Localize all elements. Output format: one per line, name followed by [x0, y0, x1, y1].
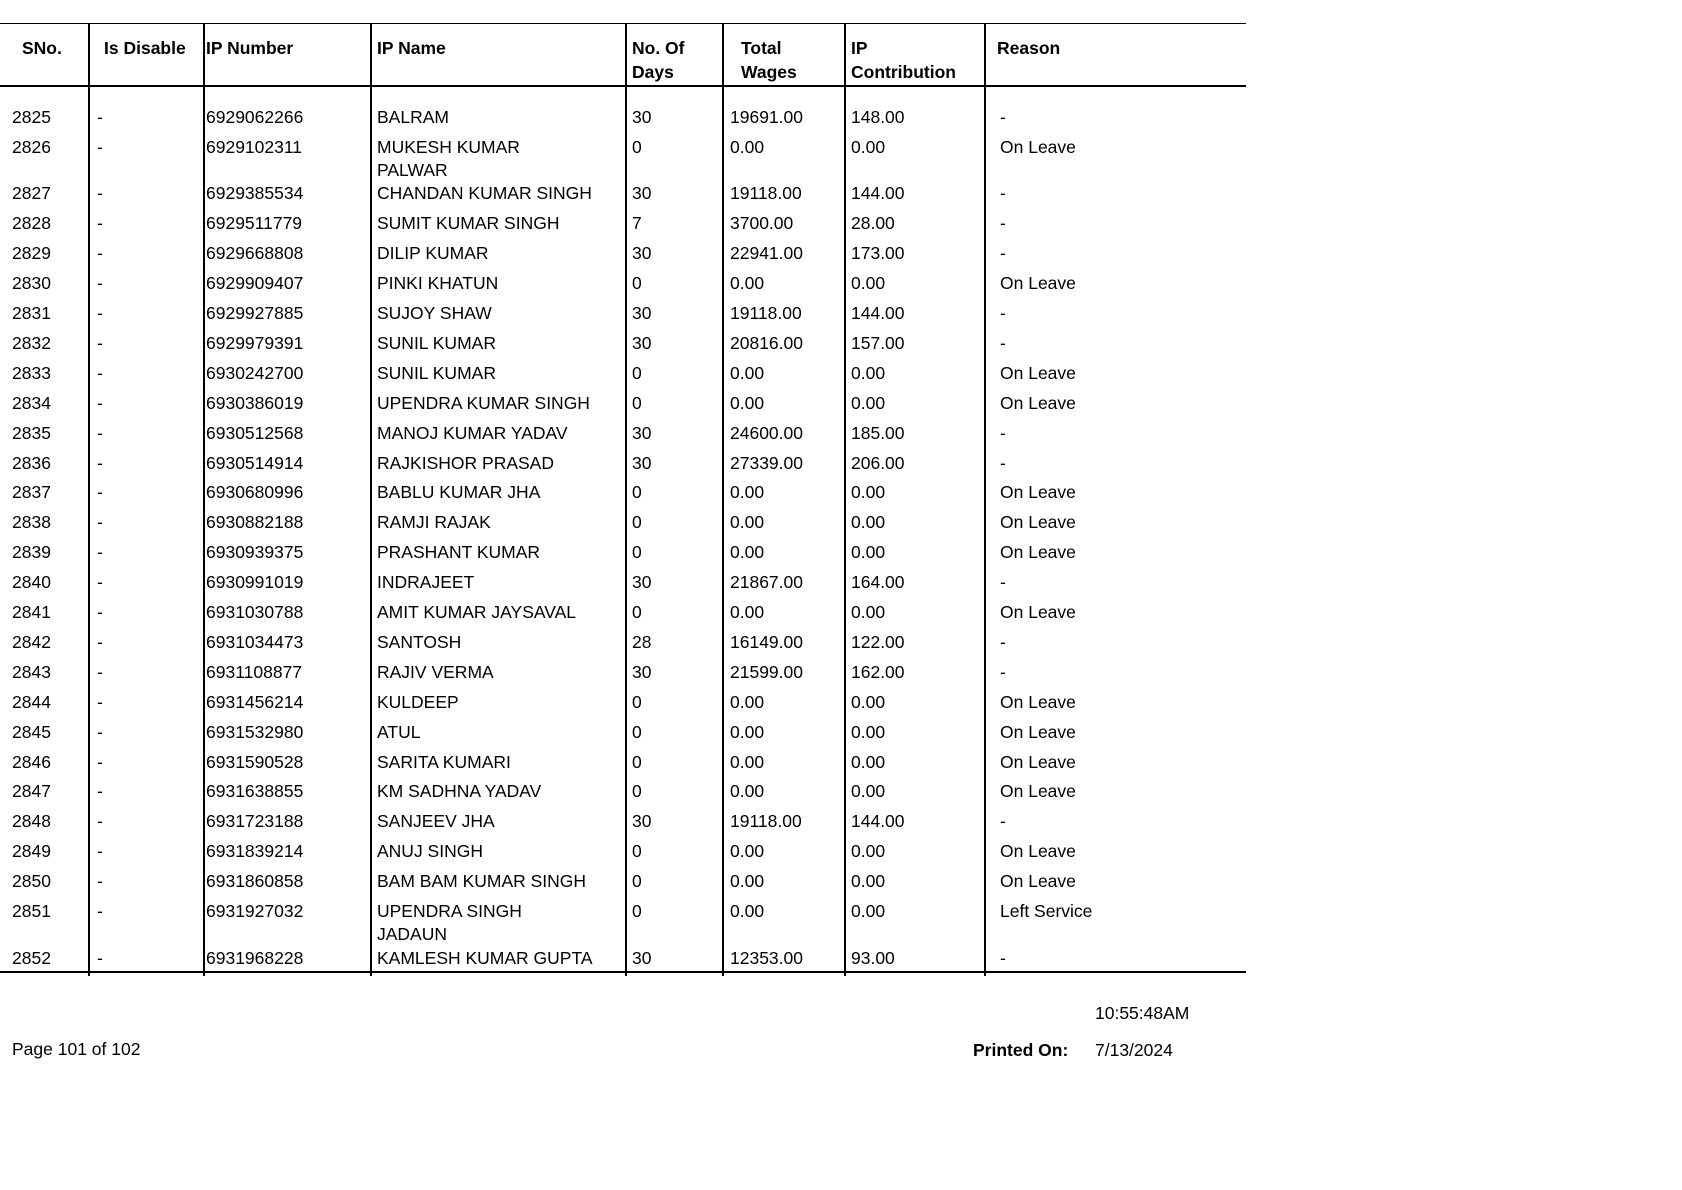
- header-line: No. Of: [632, 38, 685, 58]
- cell-ip-contribution: 206.00: [851, 452, 905, 473]
- cell-reason: -: [1000, 243, 1006, 264]
- cell-reason: On Leave: [1000, 482, 1076, 503]
- cell-ip-name: [377, 541, 540, 564]
- cell-no-of-days: 0: [632, 362, 642, 383]
- cell-ip-name: [377, 571, 474, 594]
- cell-ip-contribution: 0.00: [851, 136, 886, 157]
- ip-name-line: BALRAM: [377, 107, 449, 127]
- cell-ip-name: [377, 840, 483, 863]
- cell-sno: 2845: [12, 721, 51, 742]
- cell-ip-number: 6931927032: [206, 901, 304, 921]
- cell-no-of-days: 0: [632, 273, 642, 294]
- header-line: Contribution: [851, 62, 956, 82]
- cell-ip-number: 6929102311: [206, 136, 303, 157]
- cell-ip-number: 6931638855: [206, 781, 304, 802]
- column-divider: [625, 24, 627, 976]
- cell-is-disable: -: [97, 482, 103, 503]
- cell-ip-number: 6930386019: [206, 392, 304, 413]
- cell-ip-number: 6931532980: [206, 721, 304, 742]
- cell-reason: -: [1000, 107, 1006, 127]
- cell-ip-contribution: 148.00: [851, 107, 905, 127]
- cell-total-wages: 3700.00: [730, 213, 794, 234]
- cell-is-disable: -: [97, 303, 103, 323]
- cell-no-of-days: 0: [632, 901, 642, 921]
- ip-name-line: RAMJI RAJAK: [377, 512, 491, 533]
- cell-ip-contribution: 0.00: [851, 542, 886, 563]
- ip-name-line: BABLU KUMAR JHA: [377, 482, 541, 503]
- cell-sno: 2825: [12, 107, 51, 127]
- cell-ip-number: 6931456214: [206, 691, 304, 712]
- cell-is-disable: -: [97, 512, 103, 533]
- cell-ip-name: [377, 136, 520, 182]
- cell-total-wages: 0.00: [730, 136, 765, 157]
- cell-total-wages: 0.00: [730, 781, 765, 802]
- cell-total-wages: 0.00: [730, 602, 765, 622]
- cell-ip-number: 6929062266: [206, 107, 304, 127]
- cell-total-wages: 12353.00: [730, 947, 803, 968]
- cell-no-of-days: 30: [632, 947, 652, 968]
- cell-ip-contribution: 0.00: [851, 512, 886, 533]
- cell-is-disable: -: [97, 811, 103, 832]
- cell-total-wages: 0.00: [730, 392, 765, 413]
- printed-on-label: Printed On:: [973, 1040, 1069, 1060]
- cell-total-wages: 19118.00: [730, 303, 802, 323]
- header-sno: SNo.: [22, 38, 62, 58]
- cell-is-disable: -: [97, 901, 103, 921]
- cell-sno: 2830: [12, 273, 51, 294]
- header-line: Wages: [741, 62, 797, 82]
- cell-total-wages: 19118.00: [730, 183, 802, 204]
- cell-reason: -: [1000, 183, 1006, 204]
- cell-no-of-days: 0: [632, 841, 642, 862]
- cell-sno: 2833: [12, 362, 51, 383]
- cell-ip-contribution: 93.00: [851, 947, 895, 968]
- cell-ip-name: [377, 780, 541, 803]
- cell-ip-name: [377, 481, 540, 504]
- ip-name-line: SARITA KUMARI: [377, 751, 511, 772]
- ip-name-line: PRASHANT KUMAR: [377, 542, 541, 563]
- ip-name-line: PINKI KHATUN: [377, 273, 499, 294]
- cell-reason: -: [1000, 303, 1006, 323]
- cell-total-wages: 22941.00: [730, 243, 803, 264]
- column-divider: [370, 24, 372, 976]
- cell-ip-name: [377, 870, 586, 893]
- cell-total-wages: 0.00: [730, 362, 765, 383]
- cell-is-disable: -: [97, 392, 103, 413]
- cell-total-wages: 0.00: [730, 901, 765, 921]
- column-divider: [203, 24, 205, 976]
- cell-ip-contribution: 0.00: [851, 721, 886, 742]
- ip-name-line: KM SADHNA YADAV: [377, 781, 542, 802]
- cell-ip-contribution: 0.00: [851, 691, 886, 712]
- cell-ip-number: 6930512568: [206, 422, 304, 443]
- header-total-wages: [741, 36, 797, 84]
- ip-name-line: SUMIT KUMAR SINGH: [377, 213, 560, 234]
- cell-no-of-days: 0: [632, 136, 642, 157]
- cell-total-wages: 21867.00: [730, 572, 803, 593]
- cell-no-of-days: 30: [632, 243, 652, 264]
- cell-sno: 2842: [12, 631, 51, 652]
- cell-ip-contribution: 122.00: [851, 631, 905, 652]
- cell-sno: 2836: [12, 452, 51, 473]
- cell-reason: On Leave: [1000, 392, 1076, 413]
- cell-total-wages: 0.00: [730, 841, 765, 862]
- column-divider: [722, 24, 724, 976]
- ip-name-line: ANUJ SINGH: [377, 841, 483, 862]
- ip-name-line: CHANDAN KUMAR SINGH: [377, 183, 592, 204]
- cell-ip-contribution: 185.00: [851, 422, 905, 443]
- cell-ip-number: 6931034473: [206, 631, 304, 652]
- cell-sno: 2844: [12, 691, 51, 712]
- cell-reason: -: [1000, 661, 1006, 682]
- cell-ip-contribution: 157.00: [851, 332, 905, 353]
- header-no-of-days: [632, 36, 685, 84]
- printed-time: 10:55:48AM: [1095, 1003, 1190, 1023]
- cell-ip-contribution: 173.00: [851, 243, 905, 264]
- cell-reason: On Leave: [1000, 721, 1076, 742]
- table-bottom-rule: [0, 971, 1246, 973]
- cell-sno: 2829: [12, 243, 51, 264]
- cell-no-of-days: 0: [632, 482, 642, 503]
- header-line: Total: [741, 38, 782, 58]
- cell-ip-contribution: 0.00: [851, 841, 886, 862]
- cell-total-wages: 0.00: [730, 512, 765, 533]
- cell-sno: 2832: [12, 332, 51, 353]
- cell-reason: On Leave: [1000, 273, 1076, 294]
- ip-name-line: RAJKISHOR PRASAD: [377, 452, 554, 473]
- cell-total-wages: 19691.00: [730, 107, 803, 127]
- cell-no-of-days: 0: [632, 871, 642, 892]
- ip-name-line: MANOJ KUMAR YADAV: [377, 422, 568, 443]
- cell-sno: 2840: [12, 572, 51, 593]
- cell-is-disable: -: [97, 781, 103, 802]
- cell-is-disable: -: [97, 213, 103, 234]
- cell-reason: On Leave: [1000, 542, 1076, 563]
- cell-total-wages: 0.00: [730, 691, 765, 712]
- cell-no-of-days: 30: [632, 107, 652, 127]
- cell-no-of-days: 0: [632, 392, 642, 413]
- cell-ip-name: [377, 810, 495, 833]
- cell-ip-number: 6930680996: [206, 482, 304, 503]
- cell-ip-contribution: 0.00: [851, 392, 886, 413]
- cell-reason: -: [1000, 631, 1006, 652]
- cell-no-of-days: 30: [632, 661, 652, 682]
- cell-is-disable: -: [97, 183, 103, 204]
- cell-ip-name: [377, 947, 593, 970]
- cell-ip-contribution: 0.00: [851, 273, 886, 294]
- cell-is-disable: -: [97, 602, 103, 622]
- cell-reason: On Leave: [1000, 691, 1076, 712]
- cell-is-disable: -: [97, 243, 103, 264]
- cell-reason: On Leave: [1000, 602, 1076, 622]
- cell-is-disable: -: [97, 362, 103, 383]
- cell-reason: -: [1000, 572, 1006, 593]
- cell-sno: 2838: [12, 512, 51, 533]
- cell-ip-number: 6931860858: [206, 871, 304, 892]
- cell-sno: 2848: [12, 811, 51, 832]
- page-number: Page 101 of 102: [12, 1039, 141, 1059]
- cell-ip-contribution: 0.00: [851, 781, 886, 802]
- cell-ip-number: 6931839214: [206, 841, 304, 862]
- cell-no-of-days: 0: [632, 721, 642, 742]
- cell-is-disable: -: [97, 572, 103, 593]
- ip-name-line: UPENDRA KUMAR SINGH: [377, 392, 590, 413]
- cell-is-disable: -: [97, 107, 103, 127]
- cell-ip-contribution: 144.00: [851, 303, 905, 323]
- cell-reason: On Leave: [1000, 871, 1076, 892]
- ip-name-line: JADAUN: [377, 924, 448, 944]
- column-divider: [88, 24, 90, 976]
- cell-no-of-days: 28: [632, 631, 652, 652]
- cell-ip-contribution: 0.00: [851, 362, 886, 383]
- cell-reason: -: [1000, 213, 1006, 234]
- cell-no-of-days: 0: [632, 542, 642, 563]
- cell-ip-name: [377, 242, 489, 265]
- ip-name-line: INDRAJEET: [377, 572, 475, 593]
- cell-total-wages: 24600.00: [730, 422, 803, 443]
- cell-ip-name: [377, 422, 568, 445]
- ip-name-line: MUKESH KUMAR: [377, 136, 520, 157]
- cell-total-wages: 16149.00: [730, 631, 803, 652]
- ip-name-line: UPENDRA SINGH: [377, 901, 522, 921]
- cell-ip-contribution: 28.00: [851, 213, 895, 234]
- cell-is-disable: -: [97, 841, 103, 862]
- cell-reason: On Leave: [1000, 781, 1076, 802]
- cell-ip-name: [377, 106, 449, 129]
- cell-sno: 2849: [12, 841, 51, 862]
- cell-ip-contribution: 0.00: [851, 602, 886, 622]
- cell-sno: 2846: [12, 751, 51, 772]
- cell-total-wages: 0.00: [730, 721, 765, 742]
- cell-no-of-days: 30: [632, 572, 652, 593]
- printed-date: 7/13/2024: [1095, 1040, 1173, 1060]
- column-divider: [984, 24, 986, 976]
- cell-ip-name: [377, 332, 496, 355]
- cell-sno: 2850: [12, 871, 51, 892]
- cell-ip-number: 6929385534: [206, 183, 304, 204]
- cell-ip-name: [377, 661, 494, 684]
- cell-total-wages: 0.00: [730, 482, 765, 503]
- cell-ip-number: 6929979391: [206, 332, 304, 353]
- cell-is-disable: -: [97, 661, 103, 682]
- ip-name-line: BAM BAM KUMAR SINGH: [377, 871, 587, 892]
- ip-name-line: SANTOSH: [377, 631, 462, 652]
- cell-no-of-days: 0: [632, 602, 642, 622]
- header-ip-contribution: [851, 36, 956, 84]
- cell-ip-name: [377, 392, 590, 415]
- cell-is-disable: -: [97, 452, 103, 473]
- cell-sno: 2827: [12, 183, 51, 204]
- cell-is-disable: -: [97, 136, 103, 157]
- cell-ip-name: [377, 272, 498, 295]
- cell-sno: 2826: [12, 136, 51, 157]
- ip-name-line: PALWAR: [377, 159, 448, 180]
- cell-ip-number: 6931108877: [206, 661, 303, 682]
- cell-no-of-days: 30: [632, 452, 652, 473]
- cell-ip-number: 6930242700: [206, 362, 304, 383]
- cell-reason: On Leave: [1000, 136, 1076, 157]
- ip-name-line: SUJOY SHAW: [377, 303, 492, 323]
- cell-total-wages: 0.00: [730, 871, 765, 892]
- ip-name-line: SUNIL KUMAR: [377, 362, 496, 383]
- cell-ip-contribution: 164.00: [851, 572, 905, 593]
- cell-sno: 2837: [12, 482, 51, 503]
- ip-name-line: DILIP KUMAR: [377, 243, 489, 264]
- ip-name-line: KAMLESH KUMAR GUPTA: [377, 947, 593, 968]
- header-ip-name: IP Name: [377, 38, 446, 58]
- header-ip-number: IP Number: [206, 38, 294, 58]
- cell-ip-name: [377, 631, 461, 654]
- cell-ip-number: 6930939375: [206, 542, 304, 563]
- cell-ip-name: [377, 511, 491, 534]
- cell-is-disable: -: [97, 631, 103, 652]
- column-divider: [844, 24, 846, 976]
- cell-no-of-days: 30: [632, 811, 652, 832]
- cell-reason: -: [1000, 422, 1006, 443]
- cell-ip-contribution: 162.00: [851, 661, 905, 682]
- cell-ip-name: [377, 601, 576, 624]
- cell-reason: On Leave: [1000, 512, 1076, 533]
- cell-is-disable: -: [97, 947, 103, 968]
- cell-ip-contribution: 144.00: [851, 183, 905, 204]
- cell-reason: -: [1000, 811, 1006, 832]
- cell-ip-number: 6930991019: [206, 572, 304, 593]
- header-line: IP: [851, 38, 868, 58]
- cell-ip-name: [377, 182, 592, 205]
- cell-ip-name: [377, 452, 554, 475]
- cell-ip-name: [377, 751, 511, 774]
- cell-sno: 2839: [12, 542, 51, 563]
- cell-is-disable: -: [97, 871, 103, 892]
- cell-no-of-days: 30: [632, 332, 652, 353]
- cell-sno: 2831: [12, 303, 51, 323]
- cell-ip-number: 6929668808: [206, 243, 304, 264]
- cell-sno: 2835: [12, 422, 51, 443]
- cell-ip-contribution: 0.00: [851, 871, 886, 892]
- cell-total-wages: 20816.00: [730, 332, 803, 353]
- cell-ip-number: 6930882188: [206, 512, 304, 533]
- cell-ip-contribution: 0.00: [851, 751, 886, 772]
- cell-ip-contribution: 0.00: [851, 901, 886, 921]
- cell-no-of-days: 0: [632, 781, 642, 802]
- cell-is-disable: -: [97, 273, 103, 294]
- cell-ip-number: 6931968228: [206, 947, 304, 968]
- cell-no-of-days: 30: [632, 183, 652, 204]
- ip-name-line: SUNIL KUMAR: [377, 332, 496, 353]
- ip-name-line: SANJEEV JHA: [377, 811, 495, 832]
- cell-total-wages: 0.00: [730, 273, 765, 294]
- cell-ip-number: 6929909407: [206, 273, 304, 294]
- ip-name-line: RAJIV VERMA: [377, 661, 494, 682]
- cell-sno: 2852: [12, 947, 51, 968]
- cell-ip-number: 6931723188: [206, 811, 304, 832]
- cell-reason: On Leave: [1000, 751, 1076, 772]
- cell-is-disable: -: [97, 691, 103, 712]
- ip-name-line: AMIT KUMAR JAYSAVAL: [377, 602, 577, 622]
- cell-ip-contribution: 144.00: [851, 811, 905, 832]
- cell-no-of-days: 0: [632, 512, 642, 533]
- cell-is-disable: -: [97, 422, 103, 443]
- header-bottom-rule: [0, 85, 1246, 87]
- cell-total-wages: 19118.00: [730, 811, 802, 832]
- table-top-rule: [0, 23, 1246, 24]
- cell-total-wages: 21599.00: [730, 661, 803, 682]
- cell-no-of-days: 0: [632, 691, 642, 712]
- cell-total-wages: 0.00: [730, 542, 765, 563]
- ip-name-line: KULDEEP: [377, 691, 459, 712]
- cell-reason: On Leave: [1000, 362, 1076, 383]
- cell-is-disable: -: [97, 751, 103, 772]
- cell-ip-name: [377, 900, 522, 946]
- cell-no-of-days: 0: [632, 751, 642, 772]
- header-line: Days: [632, 62, 674, 82]
- cell-no-of-days: 30: [632, 422, 652, 443]
- cell-reason: Left Service: [1000, 901, 1093, 921]
- cell-ip-name: [377, 691, 459, 714]
- header-is-disable: Is Disable: [104, 38, 186, 58]
- cell-reason: -: [1000, 452, 1006, 473]
- cell-is-disable: -: [97, 542, 103, 563]
- cell-ip-name: [377, 302, 492, 325]
- cell-sno: 2834: [12, 392, 51, 413]
- cell-is-disable: -: [97, 721, 103, 742]
- cell-no-of-days: 7: [632, 213, 642, 234]
- cell-ip-number: 6929927885: [206, 303, 304, 323]
- cell-ip-name: [377, 362, 496, 385]
- cell-is-disable: -: [97, 332, 103, 353]
- cell-sno: 2841: [12, 602, 51, 622]
- cell-ip-number: 6930514914: [206, 452, 304, 473]
- cell-total-wages: 27339.00: [730, 452, 803, 473]
- cell-reason: On Leave: [1000, 841, 1076, 862]
- cell-sno: 2828: [12, 213, 51, 234]
- cell-ip-name: [377, 212, 559, 235]
- cell-reason: -: [1000, 947, 1006, 968]
- cell-sno: 2847: [12, 781, 51, 802]
- cell-ip-number: 6931590528: [206, 751, 304, 772]
- cell-ip-number: 6929511779: [206, 213, 303, 234]
- cell-total-wages: 0.00: [730, 751, 765, 772]
- ip-name-line: ATUL: [377, 721, 421, 742]
- cell-no-of-days: 30: [632, 303, 652, 323]
- cell-sno: 2843: [12, 661, 51, 682]
- cell-sno: 2851: [12, 901, 51, 921]
- cell-reason: -: [1000, 332, 1006, 353]
- cell-ip-contribution: 0.00: [851, 482, 886, 503]
- header-reason: Reason: [997, 38, 1061, 58]
- cell-ip-name: [377, 721, 420, 744]
- cell-ip-number: 6931030788: [206, 602, 304, 622]
